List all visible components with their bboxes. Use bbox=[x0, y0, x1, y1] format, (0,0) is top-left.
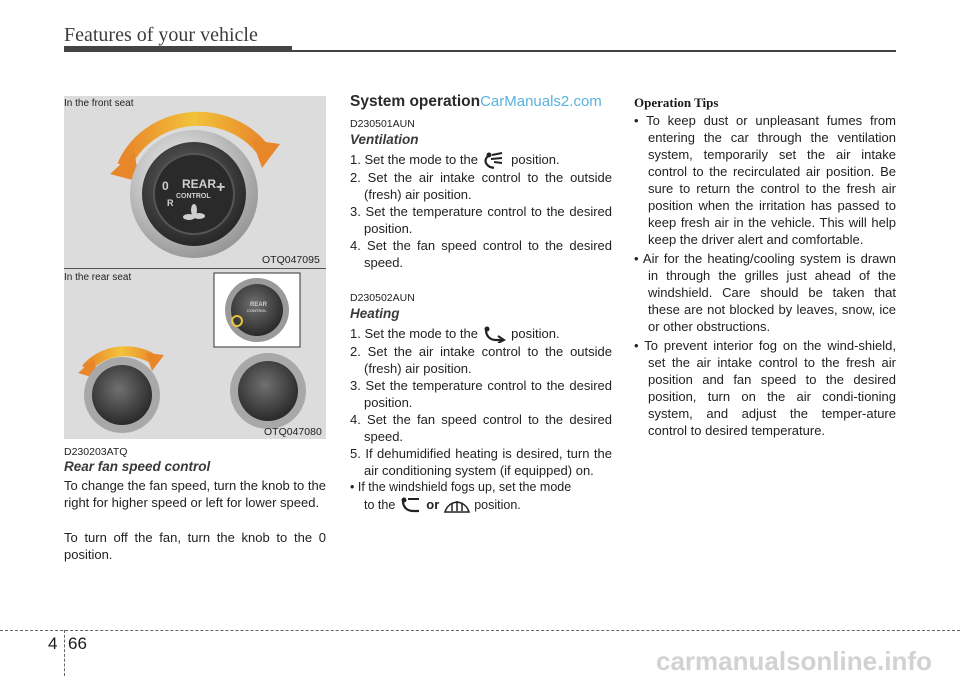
inset-label-bottom: CONTROL bbox=[247, 308, 267, 313]
floor-defrost-mode-icon bbox=[399, 497, 423, 514]
front-seat-caption: In the front seat bbox=[64, 98, 134, 109]
ventilation-list bbox=[350, 151, 612, 271]
knob-label-top: REAR bbox=[182, 177, 217, 191]
operation-tips-list bbox=[634, 112, 896, 439]
rear-knobs-illustration bbox=[64, 269, 326, 439]
knob-plus-mark: + bbox=[216, 179, 226, 196]
heating-step-1: 1. Set the mode to the position. bbox=[350, 325, 612, 343]
system-operation-title bbox=[350, 93, 602, 111]
heating-heading: Heating bbox=[350, 306, 400, 321]
section-code-left: D230203ATQ bbox=[64, 446, 128, 458]
header-rule-thin bbox=[292, 50, 896, 52]
defog-bullet-line2: to the or position. bbox=[350, 496, 612, 514]
vent-face-mode-icon bbox=[482, 152, 508, 169]
operation-tips-title: Operation Tips bbox=[634, 95, 719, 110]
heating-step-4: 4. Set the fan speed control to the desired speed. bbox=[350, 412, 612, 445]
ventilation-code: D230501AUN bbox=[350, 118, 415, 130]
footer-chapter-number: 4 bbox=[48, 634, 58, 653]
tip-fumes: • To keep dust or unpleasant fumes from entering the car through the ventilation system, temporarily set the air intake control to the recirculated air position. Be sure to return the control to the fresh air position when the irritation has passed to keep fresh air in the vehicle. This will help keep the driver alert and comfortable. bbox=[634, 113, 896, 247]
heating-step-3: 3. Set the temperature control to the desired position. bbox=[350, 378, 612, 411]
ventilation-heading: Ventilation bbox=[350, 132, 419, 147]
ventilation-step-3: 3. Set the temperature control to the desired position. bbox=[350, 204, 612, 237]
footer-page-number: 66 bbox=[68, 634, 87, 653]
rear-fan-paragraph-2: To turn off the fan, turn the knob to the 0 position. bbox=[64, 530, 326, 562]
rear-image-code: OTQ047080 bbox=[264, 426, 322, 438]
system-operation-label: System operation bbox=[350, 93, 481, 110]
rear-fan-paragraph-1: To change the fan speed, turn the knob to the right for higher speed or left for lower speed. bbox=[64, 478, 326, 510]
watermark-carmanuals: CarManuals2.com bbox=[480, 93, 602, 110]
heating-list bbox=[350, 325, 612, 514]
front-seat-image bbox=[64, 96, 326, 268]
knob-r-mark: R bbox=[167, 198, 174, 208]
heating-code: D230502AUN bbox=[350, 292, 415, 304]
defog-bullet-line1: • If the windshield fogs up, set the mode bbox=[350, 480, 572, 495]
ventilation-step-1: 1. Set the mode to the position. bbox=[350, 151, 612, 169]
floor-mode-icon bbox=[482, 326, 508, 343]
front-knob-illustration bbox=[64, 96, 326, 268]
page-header-title: Features of your vehicle bbox=[64, 24, 258, 46]
ventilation-step-2: 2. Set the air intake control to the outside (fresh) air position. bbox=[350, 170, 612, 203]
front-image-code: OTQ047095 bbox=[262, 254, 320, 266]
heating-step-5: 5. If dehumidified heating is desired, turn the air conditioning system (if equipped) on. bbox=[350, 446, 612, 479]
rotation-arrowhead-right bbox=[252, 140, 280, 168]
tip-fog: • To prevent interior fog on the wind-shield, set the air intake control to the fresh air position and fan speed to the desired position, turn on the air condi-tioning system, and adjust the temper-ature control to desired temperature. bbox=[634, 338, 896, 438]
defog-bullet bbox=[350, 479, 612, 514]
knob-zero-mark: 0 bbox=[162, 179, 169, 193]
tip-grilles: • Air for the heating/cooling system is drawn in through the grilles just ahead of the windshield. Care should be taken that these are not blocked by leaves, snow, ice or other obstructions. bbox=[634, 251, 896, 334]
rear-seat-image bbox=[64, 269, 326, 439]
knob-label-bottom: CONTROL bbox=[176, 193, 211, 200]
inset-label-top: REAR bbox=[250, 302, 268, 308]
footer-watermark: carmanualsonline.info bbox=[656, 646, 932, 676]
rear-seat-caption: In the rear seat bbox=[64, 272, 132, 283]
rear-fan-speed-heading: Rear fan speed control bbox=[64, 459, 211, 474]
header-rule-thick bbox=[64, 46, 292, 52]
defrost-mode-icon bbox=[443, 497, 471, 514]
ventilation-step-4: 4. Set the fan speed control to the desired speed. bbox=[350, 238, 612, 271]
heating-step-2: 2. Set the air intake control to the outside (fresh) air position. bbox=[350, 344, 612, 377]
footer-dashed-rule bbox=[0, 630, 960, 631]
footer-dashed-divider bbox=[64, 630, 65, 676]
